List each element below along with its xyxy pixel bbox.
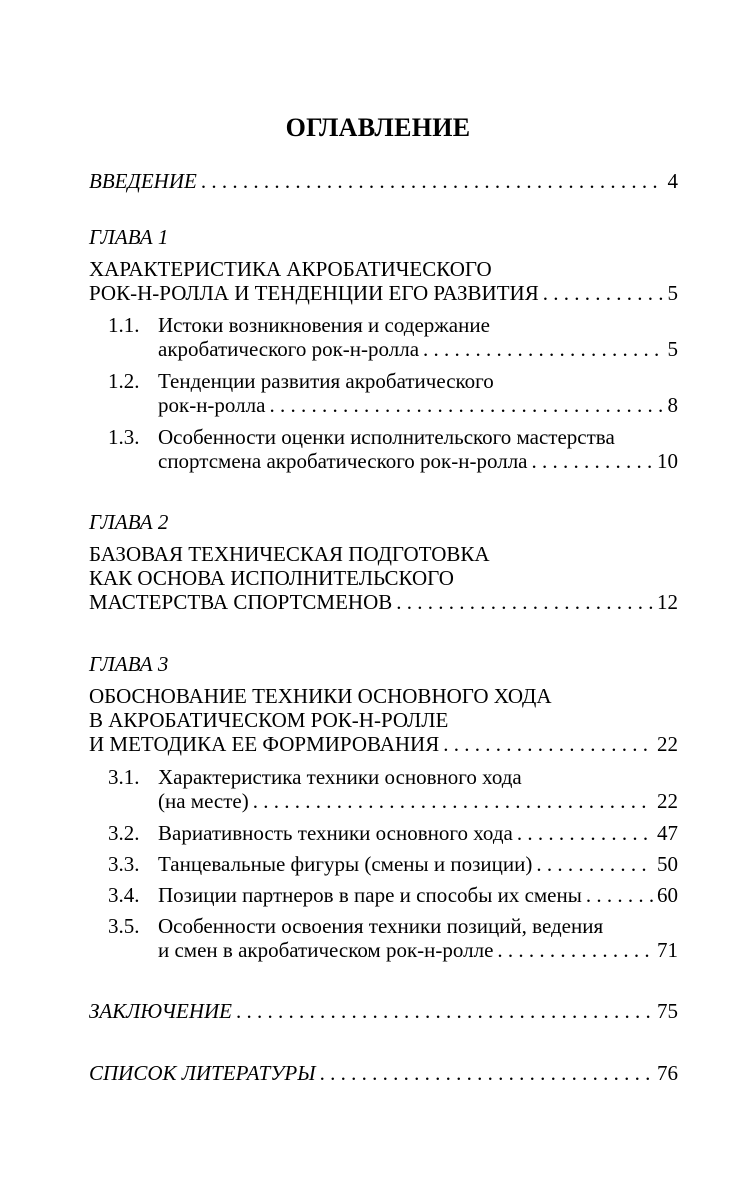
- leader-dots: [253, 787, 653, 815]
- toc-entry-3-5[interactable]: [158, 936, 678, 964]
- section-number: 1.3.: [108, 425, 140, 449]
- entry-label: Вариативность техники основного хода: [158, 821, 513, 845]
- page-number: 12: [657, 590, 678, 614]
- entry-label: и смен в акробатическом рок-н-ролле: [158, 938, 494, 962]
- toc-entry-1-2[interactable]: [158, 391, 678, 419]
- chapter-3-heading: ГЛАВА 3: [89, 652, 169, 676]
- section-title-line: Особенности оценки исполнительского мастерства: [158, 425, 615, 449]
- page-number: 5: [667, 281, 678, 305]
- leader-dots: [517, 819, 653, 847]
- toc-entry-intro[interactable]: [89, 167, 678, 195]
- entry-label: (на месте): [158, 789, 249, 813]
- entry-label: рок-н-ролла: [158, 393, 266, 417]
- leader-dots: [201, 167, 664, 195]
- leader-dots: [497, 936, 653, 964]
- section-number: 3.3.: [108, 852, 140, 876]
- toc-entry-chapter-1[interactable]: [89, 279, 678, 307]
- toc-entry-3-2[interactable]: [158, 819, 678, 847]
- section-title-line: Тенденции развития акробатического: [158, 369, 494, 393]
- chapter-2-heading: ГЛАВА 2: [89, 510, 169, 534]
- section-number: 3.5.: [108, 914, 140, 938]
- leader-dots: [443, 730, 653, 758]
- section-number: 3.1.: [108, 765, 140, 789]
- toc-entry-1-1[interactable]: [158, 335, 678, 363]
- page-number: 71: [657, 938, 678, 962]
- entry-label: МАСТЕРСТВА СПОРТСМЕНОВ: [89, 590, 393, 614]
- page-number: 47: [657, 821, 678, 845]
- section-title-line: Истоки возникновения и содержание: [158, 313, 490, 337]
- chapter-2-title-line: БАЗОВАЯ ТЕХНИЧЕСКАЯ ПОДГОТОВКА: [89, 542, 490, 566]
- leader-dots: [532, 447, 654, 475]
- chapter-1-heading: ГЛАВА 1: [89, 225, 169, 249]
- chapter-1-title-line: ХАРАКТЕРИСТИКА АКРОБАТИЧЕСКОГО: [89, 257, 492, 281]
- section-number: 3.2.: [108, 821, 140, 845]
- chapter-3-title-line: В АКРОБАТИЧЕСКОМ РОК-Н-РОЛЛЕ: [89, 708, 449, 732]
- toc-entry-3-1[interactable]: [158, 787, 678, 815]
- page-title: ОГЛАВЛЕНИЕ: [285, 113, 471, 142]
- page-number: 8: [667, 393, 678, 417]
- toc-entry-1-3[interactable]: [158, 447, 678, 475]
- page-number: 50: [657, 852, 678, 876]
- leader-dots: [320, 1059, 653, 1087]
- leader-dots: [543, 279, 664, 307]
- page-number: 75: [657, 999, 678, 1023]
- entry-label: ЗАКЛЮЧЕНИЕ: [89, 999, 233, 1023]
- toc-entry-references[interactable]: [89, 1059, 678, 1087]
- entry-label: акробатического рок-н-ролла: [158, 337, 420, 361]
- toc-entry-conclusion[interactable]: [89, 997, 678, 1025]
- entry-label: Позиции партнеров в паре и способы их смены: [158, 883, 582, 907]
- leader-dots: [396, 588, 653, 616]
- entry-label: Танцевальные фигуры (смены и позиции): [158, 852, 533, 876]
- toc-entry-3-3[interactable]: [158, 850, 678, 878]
- page-number: 5: [667, 337, 678, 361]
- section-number: 1.1.: [108, 313, 140, 337]
- page-number: 10: [657, 449, 678, 473]
- chapter-2-title-line: КАК ОСНОВА ИСПОЛНИТЕЛЬСКОГО: [89, 566, 454, 590]
- entry-label: ВВЕДЕНИЕ: [89, 169, 197, 193]
- leader-dots: [586, 881, 653, 909]
- chapter-3-title-line: ОБОСНОВАНИЕ ТЕХНИКИ ОСНОВНОГО ХОДА: [89, 684, 552, 708]
- entry-label: И МЕТОДИКА ЕЕ ФОРМИРОВАНИЯ: [89, 732, 440, 756]
- leader-dots: [236, 997, 653, 1025]
- leader-dots: [423, 335, 663, 363]
- section-number: 1.2.: [108, 369, 140, 393]
- leader-dots: [269, 391, 663, 419]
- leader-dots: [536, 850, 653, 878]
- section-title-line: Характеристика техники основного хода: [158, 765, 522, 789]
- section-number: 3.4.: [108, 883, 140, 907]
- toc-entry-chapter-2[interactable]: [89, 588, 678, 616]
- page-number: 4: [667, 169, 678, 193]
- section-title-line: Особенности освоения техники позиций, ведения: [158, 914, 604, 938]
- page-number: 60: [657, 883, 678, 907]
- entry-label: спортсмена акробатического рок-н-ролла: [158, 449, 528, 473]
- entry-label: РОК-Н-РОЛЛА И ТЕНДЕНЦИИ ЕГО РАЗВИТИЯ: [89, 281, 539, 305]
- page-number: 22: [657, 732, 678, 756]
- page-number: 76: [657, 1061, 678, 1085]
- page-number: 22: [657, 789, 678, 813]
- entry-label: СПИСОК ЛИТЕРАТУРЫ: [89, 1061, 316, 1085]
- toc-entry-chapter-3[interactable]: [89, 730, 678, 758]
- toc-entry-3-4[interactable]: [158, 881, 678, 909]
